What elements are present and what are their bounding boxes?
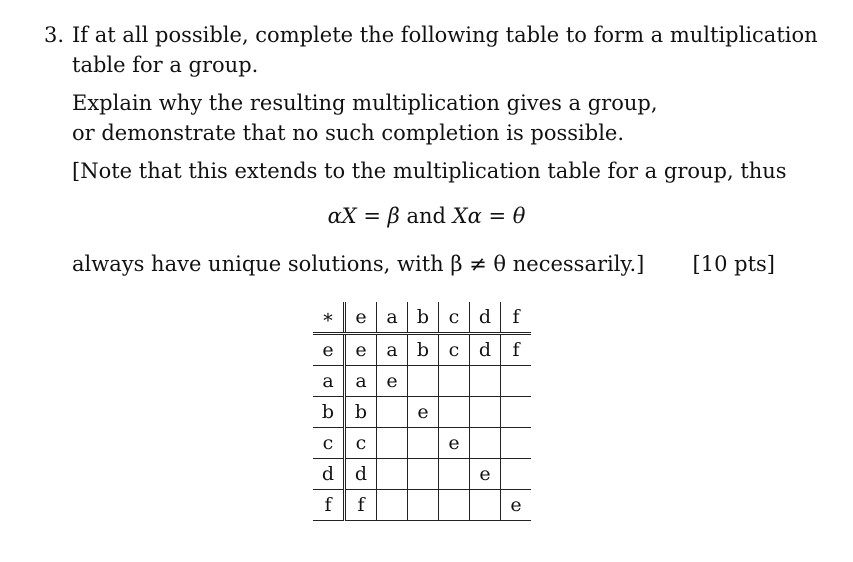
table-cell [501,397,532,428]
table-cell [439,459,470,490]
table-cell [501,428,532,459]
table-row-label: b [313,397,345,428]
table-row-label: c [313,428,345,459]
table-cell [408,459,439,490]
table-row-label: e [313,334,345,366]
table-row-label: ∗ [313,302,345,334]
table-cell: e [439,428,470,459]
table-row [313,397,531,428]
table-cell [439,490,470,521]
table-row-label: d [313,459,345,490]
eq-x-2: X [452,204,468,228]
table-row [313,459,531,490]
table-row-label: f [313,490,345,521]
table-cell [470,397,501,428]
table-cell: a [377,334,408,366]
table-row [313,490,531,521]
table-cell: c [439,334,470,366]
eq-x: X [341,204,357,228]
eq-alpha: α [327,204,342,228]
eq-and: and [399,204,453,228]
table-cell [470,490,501,521]
table-cell: a [377,302,408,334]
table-cell [377,397,408,428]
table-row-label: a [313,366,345,397]
table-cell [377,490,408,521]
table-cell: e [345,302,377,334]
table-cell: f [345,490,377,521]
table-cell [470,428,501,459]
table-header-row [313,302,531,334]
points-label: [10 pts] [692,252,775,276]
eq-equals-1: = [356,204,388,228]
table-cell [377,459,408,490]
table-cell [408,428,439,459]
table-row [313,366,531,397]
table-cell: f [501,334,532,366]
table-cell: d [345,459,377,490]
table-cell: e [345,334,377,366]
table-cell: d [470,302,501,334]
table-cell: e [470,459,501,490]
table-cell [439,366,470,397]
display-equation [0,203,853,229]
table-cell [377,428,408,459]
table-cell: b [408,334,439,366]
table-cell: e [408,397,439,428]
table-cell [470,366,501,397]
table-row [313,428,531,459]
problem-text-line-1: If at all possible, complete the following table to form a multiplication [72,23,818,47]
problem-number: 3. [44,23,65,47]
problem-text-line-2: table for a group. [72,53,259,77]
note-text-line-2: always have unique solutions, with β ≠ θ necessarily.] [72,252,645,276]
table-cell: e [377,366,408,397]
table-cell [439,397,470,428]
eq-theta: θ [512,204,526,228]
table-cell [501,366,532,397]
table-cell: b [345,397,377,428]
eq-alpha-2: α [467,204,482,228]
table-cell: c [345,428,377,459]
table-cell: c [439,302,470,334]
table-cell [408,366,439,397]
table-cell: d [470,334,501,366]
explain-text-line-1: Explain why the resulting multiplication gives a group, [72,91,658,115]
eq-equals-2: = [481,204,513,228]
note-text-line-1: [Note that this extends to the multiplication table for a group, thus [72,159,787,183]
eq-beta: β [387,204,400,228]
table-cell: b [408,302,439,334]
table-cell [501,459,532,490]
table-cell: e [501,490,532,521]
table-row [313,334,531,366]
multiplication-table [313,302,531,521]
table-cell: f [501,302,532,334]
table-cell [408,490,439,521]
explain-text-line-2: or demonstrate that no such completion is possible. [72,121,625,145]
table-cell: a [345,366,377,397]
